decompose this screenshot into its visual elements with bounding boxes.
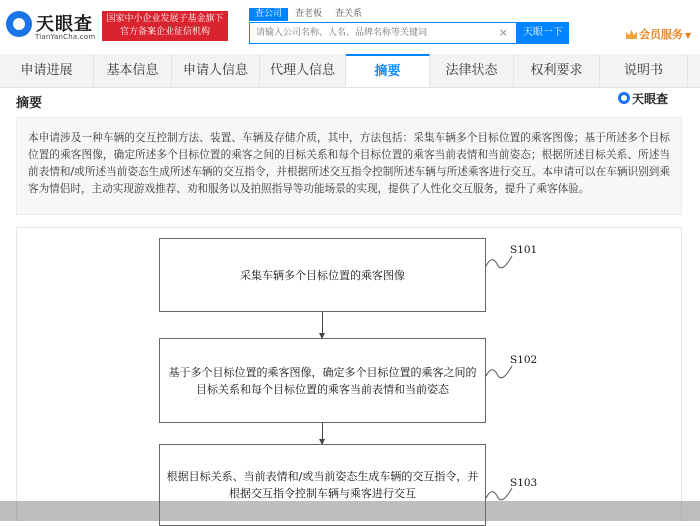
search-tab-company[interactable]: 查公司 (249, 8, 288, 21)
clear-icon[interactable]: × (498, 26, 508, 39)
vip-service-link[interactable] (626, 26, 691, 42)
flow-step-s101: 采集车辆多个目标位置的乘客图像 (159, 238, 486, 312)
tab-application-progress[interactable]: 申请进展 (0, 54, 94, 87)
tab-basic-info[interactable]: 基本信息 (94, 54, 172, 87)
section-title: 摘要 (16, 96, 43, 111)
tab-agent-info[interactable]: 代理人信息 (260, 54, 346, 87)
search-tab-boss[interactable]: 查老板 (295, 9, 323, 19)
tab-claims[interactable]: 权利要求 (514, 54, 600, 87)
step-label-s103: S103 (510, 477, 538, 489)
abstract-text: 本申请涉及一种车辆的交互控制方法、装置、车辆及存储介质，其中，方法包括：采集车辆多个目标位置的乘客图像；基于所述多个目标位置的乘客图像，确定所述多个目标位置的乘客之间的目标关系和每个目标位置的乘客当前表情和当前姿态；根据所述目标关系、所述当前表情和/或所述当前姿态生成所述车辆的交互指令，并根据所述交互指令控制所述车辆与所述乘客进行交互。本申请可以在车辆识别到乘客为情侣时，主动实现游戏推荐、劝和服务以及拍照指导等功能场景的实现，提供了人性化交互服务，提升了乘客体验。 (16, 117, 682, 215)
logo-url: TianYanCha.com (35, 33, 96, 41)
tab-description[interactable]: 说明书 (600, 54, 688, 87)
banner-line-2: 官方备案企业征信机构 (119, 27, 210, 37)
crown-icon (626, 30, 637, 39)
tab-legal-status[interactable]: 法律状态 (430, 54, 514, 87)
section-brand-label: 天眼查 (632, 92, 669, 106)
bottom-overlay-bar (0, 501, 700, 521)
tab-applicant-info[interactable]: 申请人信息 (172, 54, 260, 87)
official-banner[interactable] (102, 11, 228, 41)
flow-arrow-1 (322, 312, 323, 338)
patent-nav-tabs (0, 54, 700, 88)
tab-abstract[interactable]: 摘要 (346, 54, 430, 87)
flow-step-s103: 根据目标关系、当前表情和/或当前姿态生成车辆的交互指令，并根据交互指令控制车辆与乘客进行交互 (159, 444, 486, 526)
logo-name: 天眼查 (36, 14, 93, 35)
abstract-figure (16, 227, 682, 521)
leader-squiggle-s101 (485, 252, 513, 272)
flow-step-s102: 基于多个目标位置的乘客图像，确定多个目标位置的乘客之间的目标关系和每个目标位置的乘客当前表情和当前姿态 (159, 338, 486, 423)
search-box (249, 22, 517, 44)
search-button[interactable]: 天眼一下 (517, 22, 569, 44)
chevron-down-icon: ▼ (685, 31, 692, 40)
brand-eye-icon (618, 92, 630, 104)
banner-line-1: 国家中小企业发展子基金旗下 (106, 14, 224, 24)
flow-arrow-2 (322, 423, 323, 444)
section-brand (618, 90, 668, 107)
search-tab-relation[interactable]: 查关系 (335, 9, 363, 19)
step-label-s102: S102 (510, 354, 538, 366)
site-logo[interactable] (6, 9, 98, 45)
leader-squiggle-s102 (485, 362, 513, 382)
step-label-s101: S101 (510, 244, 538, 256)
top-header (0, 0, 700, 52)
logo-eye-icon (6, 11, 32, 37)
search-input[interactable] (256, 23, 496, 43)
vip-label: 会员服务 (639, 28, 683, 41)
